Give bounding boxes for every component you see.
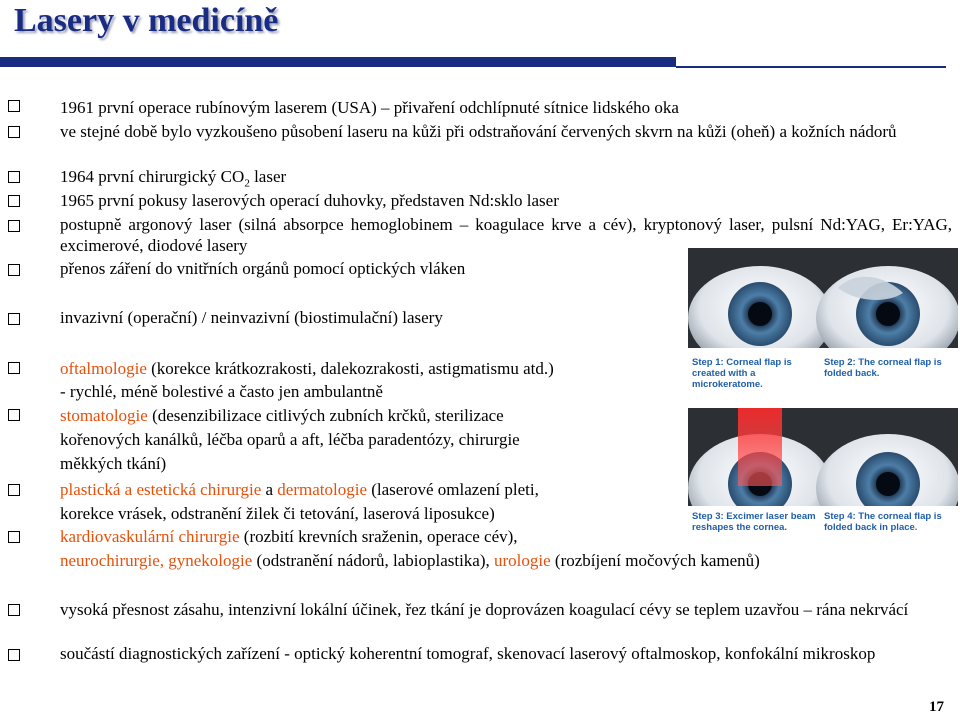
bullet-text-line: kořenových kanálků, léčba oparů a aft, léčba paradentózy, chirurgie	[60, 430, 520, 449]
bullet-text: přenos záření do vnitřních orgánů pomocí optických vláken	[60, 259, 466, 278]
bullet-text-line: měkkých tkání)	[60, 454, 167, 473]
lasik-eye-illustration	[688, 248, 958, 550]
bullet-text: 1961 první operace rubínovým laserem (USA) – přivaření odchlípnuté sítnice lidského oka	[60, 98, 679, 117]
bullet-checkbox-icon	[8, 195, 20, 207]
bullet-text: (desenzibilizace citlivých zubních krčků, sterilizace	[147, 406, 504, 425]
bullet-checkbox-icon	[8, 220, 20, 232]
bullet-text: vysoká přesnost zásahu, intenzivní lokální účinek, řez tkání je doprovázen koagulací cévy se teplem uzavřou – rána nekrvácí	[60, 600, 909, 619]
bullet-item	[60, 190, 952, 212]
bullet-checkbox-icon	[8, 604, 20, 616]
bullet-text: postupně argonový laser (silná absorpce hemoglobinem – koagulace krve a cév), kryptonový laser, pulsní Nd:YAG, Er:YAG, excimerové, diodové lasery	[60, 215, 952, 255]
bullet-text-line: - rychlé, méně bolestivé a často jen ambulantně	[60, 382, 383, 401]
bullet-checkbox-icon	[8, 649, 20, 661]
bullet-item	[60, 526, 700, 548]
bullet-text-line: korekce vrásek, odstranění žilek či tetování, laserová liposukce)	[60, 504, 495, 523]
bullet-text: součástí diagnostických zařízení - optický koherentní tomograf, skenovací laserový oftalmoskop, konfokální mikroskop	[60, 644, 876, 663]
bullet-text: (rozbití krevních sraženin, operace cév),	[239, 527, 518, 546]
bullet-checkbox-icon	[8, 313, 20, 325]
bullet-checkbox-icon	[8, 409, 20, 421]
bullet-text: ve stejné době bylo vyzkoušeno působení laseru na kůži při odstraňování červených skvrn na kůži (oheň) a kožních nádorů	[60, 122, 897, 141]
bullet-text: 1965 první pokusy laserových operací duhovky, představen Nd:sklo laser	[60, 191, 559, 210]
bullet-item	[60, 478, 700, 526]
bullet-text-suffix: laser	[249, 167, 287, 186]
title-underline-line	[676, 66, 946, 68]
highlight-text: oftalmologie	[60, 359, 147, 378]
bullet-checkbox-icon	[8, 362, 20, 374]
bullet-checkbox-icon	[8, 100, 20, 112]
bullet-checkbox-icon	[8, 171, 20, 183]
bullet-item	[60, 404, 700, 476]
slide-title: Lasery v medicíně	[14, 2, 279, 39]
bullet-checkbox-icon	[8, 264, 20, 276]
page-number: 17	[929, 699, 944, 715]
bullet-text: (korekce krátkozrakosti, dalekozrakosti, astigmatismu atd.)	[146, 359, 554, 378]
bullet-item	[60, 97, 952, 119]
step-4-caption: Step 4: The corneal flap is folded back in place.	[824, 511, 942, 533]
bullet-text: invazivní (operační) / neinvazivní (biostimulační) lasery	[60, 308, 443, 327]
step-1-caption: Step 1: Corneal flap is created with a microkeratome.	[692, 357, 792, 390]
bullet-text-rest: (rozbíjení močových kamenů)	[550, 551, 760, 570]
bullet-item	[60, 600, 952, 620]
bullet-checkbox-icon	[8, 126, 20, 138]
bullet-text-rest: (laserové omlazení pleti,	[367, 480, 539, 499]
step-3-caption: Step 3: Excimer laser beam reshapes the cornea.	[692, 511, 816, 533]
bullet-text: 1964 první chirurgický CO	[60, 167, 245, 186]
bullet-text: a	[261, 480, 278, 499]
bullet-item	[60, 121, 952, 142]
subscript-text: 2	[244, 177, 250, 190]
lasik-eye-figure	[688, 248, 958, 550]
highlight-text-2: urologie	[494, 551, 551, 570]
highlight-text: neurochirurgie, gynekologie	[60, 551, 253, 570]
step-2-caption: Step 2: The corneal flap is folded back.	[824, 357, 942, 379]
bullet-item	[60, 644, 952, 664]
highlight-text-2: dermatologie	[277, 480, 367, 499]
bullet-item	[60, 307, 660, 329]
bullet-checkbox-icon	[8, 531, 20, 543]
bullet-item	[60, 357, 700, 403]
bullet-item	[60, 550, 952, 572]
bullet-item	[60, 258, 660, 280]
title-underline-bar	[0, 57, 676, 67]
highlight-text: plastická a estetická chirurgie	[60, 480, 262, 499]
highlight-text: stomatologie	[60, 406, 148, 425]
bullet-checkbox-icon	[8, 484, 20, 496]
bullet-text: (odstranění nádorů, labioplastika),	[252, 551, 495, 570]
highlight-text: kardiovaskulární chirurgie	[60, 527, 240, 546]
